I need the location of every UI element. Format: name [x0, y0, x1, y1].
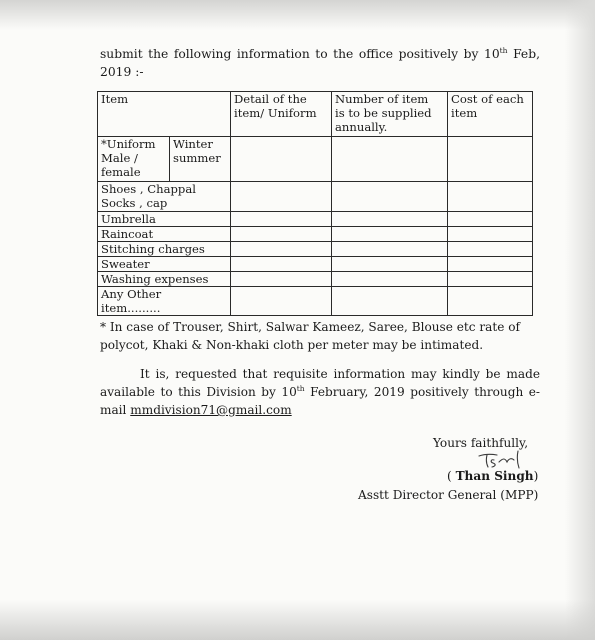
intro-line	[100, 45, 540, 81]
table-cell	[231, 182, 332, 212]
table-cell	[231, 227, 332, 242]
header-cost: Cost of each item	[448, 92, 533, 137]
footnote: * In case of Trouser, Shirt, Salwar Kameez, Saree, Blouse etc rate of polycot, Khaki & Non-khaki cloth per meter may be intimated.	[100, 320, 520, 352]
table-cell	[332, 212, 448, 227]
intro-tail: Feb, 2019 :-	[100, 47, 540, 79]
table-cell	[332, 182, 448, 212]
table-cell	[231, 272, 332, 287]
table-cell	[448, 257, 533, 272]
table-cell	[448, 242, 533, 257]
intro-text: submit the following information to the office positively by 10	[100, 47, 500, 61]
table-cell	[231, 287, 332, 316]
table-row	[98, 287, 533, 316]
uniform-label: *Uniform Male / female	[98, 137, 170, 182]
scan-shadow-bottom	[0, 600, 595, 640]
email-link[interactable]: mmdivision71@gmail.com	[130, 403, 292, 417]
signer-designation: Asstt Director General (MPP)	[358, 488, 539, 502]
row-label: Stitching charges	[98, 242, 231, 257]
table-row	[98, 272, 533, 287]
row-label: Sweater	[98, 257, 231, 272]
signer-name: ( Than Singh)	[447, 469, 539, 483]
table-cell	[448, 272, 533, 287]
table-cell	[231, 137, 332, 182]
table-row	[98, 182, 533, 212]
table-row	[98, 227, 533, 242]
table-row	[98, 137, 533, 182]
table-header-row	[98, 92, 533, 137]
table-row	[98, 242, 533, 257]
row-label: Umbrella	[98, 212, 231, 227]
table-cell	[448, 137, 533, 182]
table-cell	[448, 227, 533, 242]
table-cell	[332, 242, 448, 257]
table-cell	[332, 257, 448, 272]
header-number: Number of item is to be supplied annually.	[332, 92, 448, 137]
intro-superscript: th	[499, 46, 508, 55]
table-cell	[332, 272, 448, 287]
table-cell	[231, 212, 332, 227]
table-cell	[448, 212, 533, 227]
table-cell	[231, 242, 332, 257]
table-row	[98, 212, 533, 227]
table-cell	[332, 287, 448, 316]
scan-shadow-top	[0, 0, 595, 30]
paragraph-text: It is, requested that requisite information may kindly be made available to this Division by 10	[100, 367, 540, 399]
information-table	[97, 91, 533, 316]
scan-shadow-right	[565, 0, 595, 640]
table-cell	[448, 287, 533, 316]
row-label: Raincoat	[98, 227, 231, 242]
table-cell	[448, 182, 533, 212]
request-paragraph	[100, 365, 540, 419]
table-row	[98, 257, 533, 272]
table-cell	[231, 257, 332, 272]
header-item: Item	[98, 92, 231, 137]
paragraph-text-tail: February, 2019 positively through e-mail	[100, 385, 541, 417]
signature-mark	[477, 448, 525, 470]
row-label: Shoes , Chappal Socks , cap	[98, 182, 231, 212]
row-label: Any Other item.........	[98, 287, 231, 316]
uniform-season: Winter summer	[170, 137, 231, 182]
paragraph-superscript: th	[296, 384, 305, 393]
closing-salutation: Yours faithfully,	[433, 436, 529, 450]
table-cell	[332, 227, 448, 242]
row-label: Washing expenses	[98, 272, 231, 287]
table-cell	[332, 137, 448, 182]
header-detail: Detail of the item/ Uniform	[231, 92, 332, 137]
